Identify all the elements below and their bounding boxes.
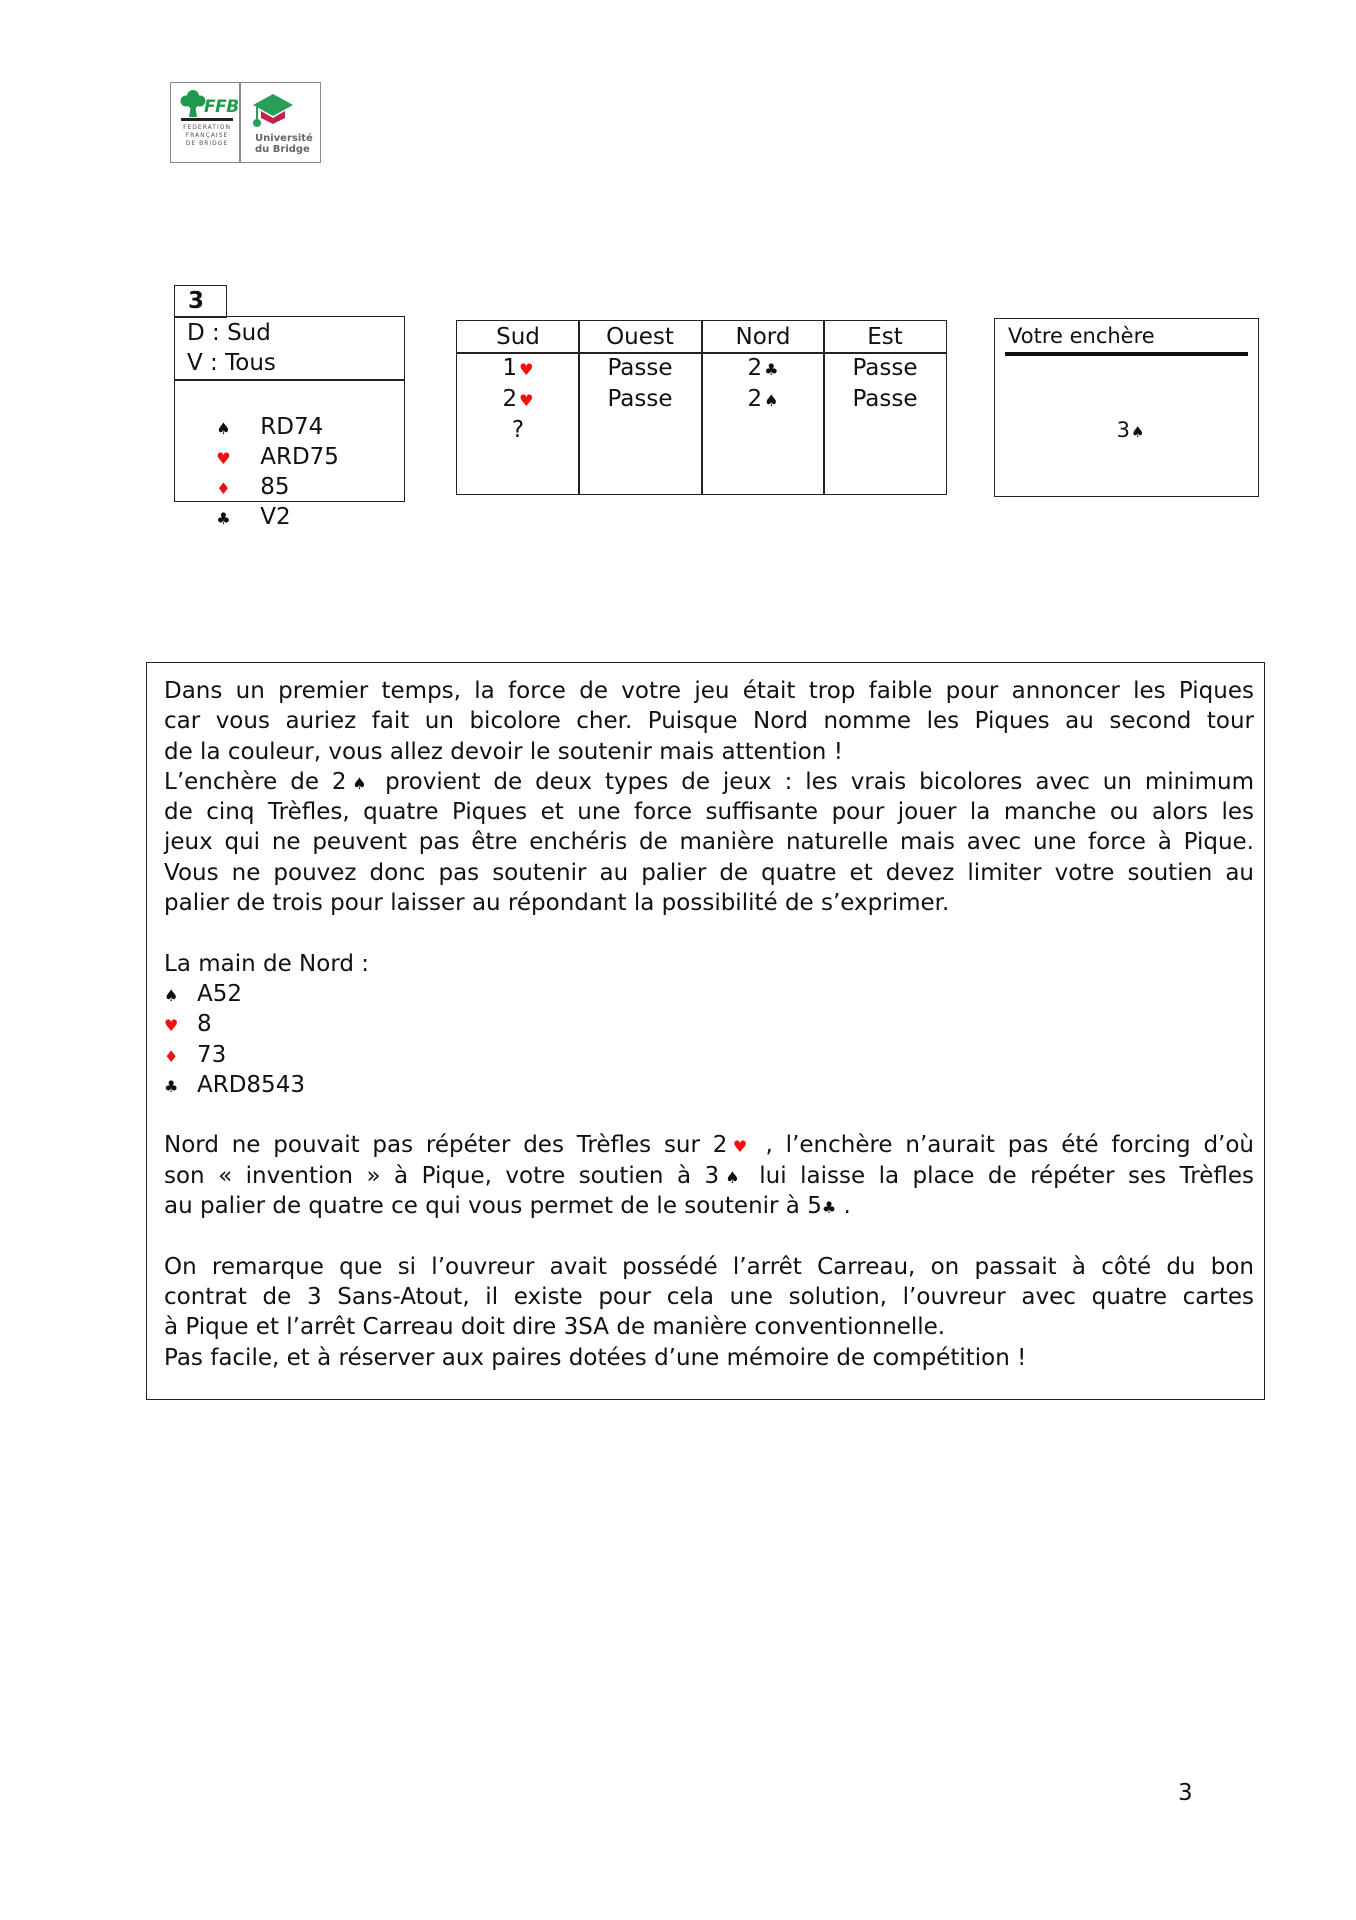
- text-line: [164, 827, 1254, 857]
- text-line: [164, 767, 1254, 797]
- bid-level: 1: [502, 355, 518, 381]
- text-segment: 73: [197, 1041, 227, 1068]
- spade-icon: ♠: [1130, 423, 1145, 441]
- your-bid-title: Votre enchère: [1008, 324, 1155, 348]
- club-icon: ♣: [164, 1076, 179, 1096]
- ffb-abbrev: FFB: [204, 97, 239, 117]
- university-line: du Bridge: [255, 144, 310, 155]
- bid-column-est: [824, 321, 946, 415]
- heart-icon: ♥: [519, 360, 534, 379]
- text-segment: ARD8543: [197, 1071, 305, 1098]
- heart-icon: ♥: [727, 1137, 753, 1157]
- bid-cell: [457, 415, 579, 446]
- spade-cards: RD74: [260, 414, 324, 440]
- text-segment: Vous ne pouvez donc pas soutenir au palier de quatre et devez limiter votre soutien au: [164, 859, 1254, 886]
- text-line: [164, 979, 1254, 1009]
- text-segment: Pas facile, et à réserver aux paires dotées d’une mémoire de compétition !: [164, 1344, 1027, 1371]
- text-segment: son « invention » à Pique, votre soutien à 3: [164, 1162, 720, 1189]
- spade-icon: ♠: [346, 773, 373, 793]
- text-line: [164, 737, 1254, 767]
- text-segment: La main de Nord :: [164, 950, 370, 977]
- logo-divider: [239, 83, 241, 162]
- dealer: D : Sud: [187, 320, 271, 346]
- deal-divider: [175, 379, 404, 381]
- bid-cell: Passe: [607, 386, 673, 412]
- ffb-subtitle-line: FRANÇAISE: [185, 132, 229, 139]
- your-bid-underline: [1005, 352, 1248, 356]
- vulnerability: V : Tous: [187, 350, 276, 376]
- text-segment: 8: [197, 1011, 212, 1038]
- text-line: [164, 1161, 1254, 1191]
- text-line: [164, 1252, 1254, 1282]
- answer-level: 3: [1116, 418, 1130, 442]
- heart-icon: ♥: [164, 1016, 179, 1036]
- bid-cell: [457, 384, 579, 415]
- blank-line: [164, 1100, 1254, 1130]
- text-line: [164, 1282, 1254, 1312]
- bid-cell: Passe: [607, 355, 673, 381]
- university-name: [255, 133, 313, 155]
- ffb-tree-icon: [180, 89, 206, 119]
- text-line: [164, 1009, 1254, 1039]
- text-segment: On remarque que si l’ouvreur avait possédé l’arrêt Carreau, on passait à côté du bon: [164, 1253, 1254, 1280]
- spade-icon: ♠: [719, 1167, 746, 1187]
- column-header: Est: [867, 324, 903, 350]
- text-line: [164, 1343, 1254, 1373]
- text-segment: palier de trois pour laisser au répondant la possibilité de s’exprimer.: [164, 890, 950, 917]
- bid-question: ?: [511, 417, 525, 443]
- club-cards: V2: [260, 504, 291, 530]
- text-segment: contrat de 3 Sans-Atout, il existe pour cela une solution, l’ouvreur avec quatre cartes: [164, 1283, 1254, 1310]
- club-icon: ♣: [764, 360, 779, 379]
- text-line: [164, 1070, 1254, 1100]
- deal-number: 3: [174, 285, 227, 318]
- blank-line: [164, 918, 1254, 948]
- text-segment: au palier de quatre ce qui vous permet de le soutenir à 5: [164, 1193, 822, 1220]
- column-header: Ouest: [606, 324, 674, 350]
- text-segment: provient de deux types de jeux : les vrais bicolores avec un minimum: [372, 768, 1255, 795]
- graduation-cap-icon: [249, 91, 295, 131]
- heart-cards: ARD75: [260, 444, 339, 470]
- spade-icon: ♠: [216, 419, 231, 438]
- text-segment: de cinq Trèfles, quatre Piques et une force suffisante pour jouer la manche ou alors les: [164, 799, 1254, 826]
- bid-cell: Passe: [852, 386, 918, 412]
- spade-icon: ♠: [764, 391, 779, 410]
- ffb-subtitle: [179, 124, 235, 148]
- club-icon: ♣: [821, 1198, 837, 1218]
- text-segment: car vous auriez fait un bicolore cher. Puisque Nord nomme les Piques au second tour: [164, 708, 1254, 735]
- diamond-cards: 85: [260, 474, 290, 500]
- blank-line: [164, 1221, 1254, 1251]
- bid-cell: [702, 353, 824, 384]
- bid-column-sud: [457, 321, 579, 446]
- your-bid-box: [994, 318, 1259, 497]
- bid-cell: [457, 353, 579, 384]
- explanation-box: [146, 662, 1265, 1400]
- text-segment: de la couleur, vous allez devoir le soutenir mais attention !: [164, 738, 843, 765]
- explanation-text: [164, 676, 1254, 1373]
- diamond-icon: ♦: [216, 479, 231, 498]
- bid-level: 2: [747, 355, 763, 381]
- ffb-subtitle-line: DE BRIDGE: [185, 140, 229, 147]
- ffb-university-logo: [170, 82, 321, 163]
- ffb-subtitle-line: FEDERATION: [183, 124, 231, 131]
- text-segment: .: [836, 1193, 851, 1220]
- hand-row-club: [187, 472, 291, 564]
- bid-level: 2: [747, 386, 763, 412]
- text-segment: lui laisse la place de répéter ses Trèfles: [745, 1162, 1255, 1189]
- heart-icon: ♥: [519, 391, 534, 410]
- text-line: [164, 858, 1254, 888]
- logo-rule: [181, 118, 233, 121]
- bid-cell: Passe: [852, 355, 918, 381]
- bid-column-nord: [702, 321, 824, 415]
- text-segment: A52: [197, 980, 243, 1007]
- diamond-icon: ♦: [164, 1046, 179, 1066]
- text-segment: Dans un premier temps, la force de votre jeu était trop faible pour annoncer les Piques: [164, 678, 1254, 704]
- heart-icon: ♥: [216, 449, 231, 468]
- text-line: [164, 1130, 1254, 1160]
- text-segment: jeux qui ne peuvent pas être enchéris de manière naturelle mais avec une force à Pique.: [164, 829, 1254, 856]
- text-segment: Nord ne pouvait pas répéter des Trèfles sur 2: [164, 1132, 728, 1159]
- bid-level: 2: [502, 386, 518, 412]
- text-line: [164, 676, 1254, 706]
- text-segment: à Pique et l’arrêt Carreau doit dire 3SA de manière conventionnelle.: [164, 1314, 946, 1341]
- text-line: [164, 949, 1254, 979]
- bid-cell: [702, 384, 824, 415]
- bidding-table: [456, 320, 947, 495]
- text-line: [164, 1191, 1254, 1221]
- text-line: [164, 1040, 1254, 1070]
- university-line: Université: [255, 133, 313, 144]
- text-line: [164, 706, 1254, 736]
- bid-column-ouest: [579, 321, 701, 415]
- spade-icon: ♠: [164, 985, 179, 1005]
- deal-info-box: [174, 316, 405, 530]
- column-header: Nord: [735, 324, 791, 350]
- page-number: 3: [1178, 1780, 1193, 1806]
- text-line: [164, 888, 1254, 918]
- your-bid-answer: [995, 415, 1258, 447]
- text-line: [164, 797, 1254, 827]
- text-segment: L’enchère de 2: [164, 768, 347, 795]
- text-segment: , l’enchère n’aurait pas été forcing d’où: [752, 1132, 1255, 1159]
- club-icon: ♣: [216, 509, 231, 528]
- text-line: [164, 1312, 1254, 1342]
- column-header: Sud: [496, 324, 540, 350]
